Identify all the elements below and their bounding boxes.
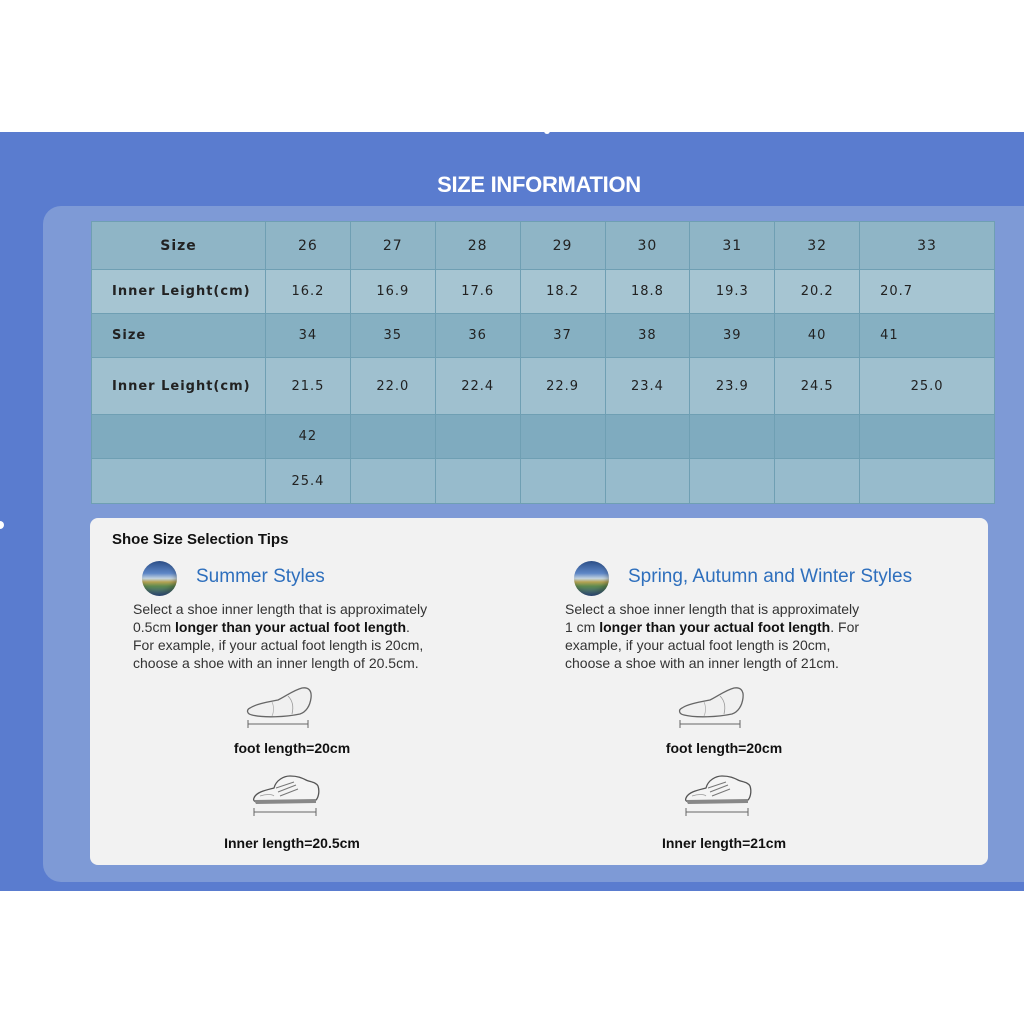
table-cell: 23.9 — [690, 358, 775, 415]
table-cell: 40 — [775, 314, 860, 358]
summer-tips — [112, 558, 532, 858]
tips-heading: Shoe Size Selection Tips — [112, 531, 289, 548]
table-cell: 35 — [350, 314, 435, 358]
table-cell: 23.4 — [605, 358, 690, 415]
seasonal-tips — [544, 558, 964, 858]
globe-icon — [574, 561, 609, 596]
table-cell: 38 — [605, 314, 690, 358]
row-label — [92, 415, 266, 459]
table-cell: 22.9 — [520, 358, 605, 415]
row-label: Size — [92, 222, 266, 270]
table-cell: 26 — [266, 222, 351, 270]
table-row — [92, 358, 995, 415]
inner-length-label: Inner length=21cm — [661, 835, 787, 851]
table-cell: 16.2 — [266, 270, 351, 314]
shoe-icon — [250, 768, 322, 820]
table-row — [92, 314, 995, 358]
table-cell — [605, 415, 690, 459]
desc-line: 1 cm longer than your actual foot length. For — [565, 619, 860, 635]
table-cell — [350, 459, 435, 504]
table-cell: 22.0 — [350, 358, 435, 415]
table-cell: 20.7 — [860, 270, 995, 314]
desc-line: choose a shoe with an inner length of 21cm. — [565, 655, 839, 671]
table-cell: 16.9 — [350, 270, 435, 314]
desc-line: example, if your actual foot length is 20cm, — [565, 637, 831, 653]
table-cell — [520, 415, 605, 459]
desc-line: Select a shoe inner length that is approximately — [565, 601, 860, 617]
table-cell: 34 — [266, 314, 351, 358]
table-cell: 39 — [690, 314, 775, 358]
table-cell: 24.5 — [775, 358, 860, 415]
table-cell: 21.5 — [266, 358, 351, 415]
table-cell: 17.6 — [435, 270, 520, 314]
table-cell — [435, 459, 520, 504]
table-cell — [520, 459, 605, 504]
size-table — [91, 221, 995, 504]
foot-icon — [674, 686, 754, 732]
table-row — [92, 222, 995, 270]
table-cell: 18.8 — [605, 270, 690, 314]
table-cell — [860, 415, 995, 459]
table-cell: 36 — [435, 314, 520, 358]
foot-length-label: foot length=20cm — [665, 740, 783, 756]
foot-icon — [242, 686, 322, 732]
shoe-icon — [682, 768, 754, 820]
table-cell — [605, 459, 690, 504]
seasonal-styles-title: Spring, Autumn and Winter Styles — [628, 566, 913, 587]
table-cell: 30 — [605, 222, 690, 270]
table-cell: 41 — [860, 314, 995, 358]
table-cell: 20.2 — [775, 270, 860, 314]
table-cell: 27 — [350, 222, 435, 270]
row-label: Inner Leight(cm) — [92, 270, 266, 314]
table-cell: 29 — [520, 222, 605, 270]
table-cell: 31 — [690, 222, 775, 270]
banner-notch — [544, 128, 550, 134]
page-title: SIZE INFORMATION — [437, 172, 641, 197]
desc-line: For example, if your actual foot length is 20cm, — [133, 637, 424, 653]
table-cell: 18.2 — [520, 270, 605, 314]
table-cell: 37 — [520, 314, 605, 358]
table-cell: 32 — [775, 222, 860, 270]
row-label — [92, 459, 266, 504]
globe-icon — [142, 561, 177, 596]
table-cell: 42 — [266, 415, 351, 459]
tips-box — [90, 518, 988, 865]
table-cell — [775, 459, 860, 504]
table-cell — [690, 459, 775, 504]
desc-line: choose a shoe with an inner length of 20.5cm. — [133, 655, 419, 671]
desc-line: 0.5cm longer than your actual foot length. — [133, 619, 410, 635]
foot-length-label: foot length=20cm — [233, 740, 351, 756]
table-cell: 25.0 — [860, 358, 995, 415]
desc-line: Select a shoe inner length that is approximately — [133, 601, 428, 617]
table-cell: 28 — [435, 222, 520, 270]
table-cell: 33 — [860, 222, 995, 270]
table-cell: 25.4 — [266, 459, 351, 504]
table-cell — [435, 415, 520, 459]
table-row — [92, 270, 995, 314]
row-label: Inner Leight(cm) — [92, 358, 266, 415]
table-row — [92, 415, 995, 459]
inner-length-label: Inner length=20.5cm — [224, 835, 360, 851]
seasonal-description — [565, 600, 895, 672]
summer-styles-title: Summer Styles — [196, 566, 325, 587]
table-cell — [350, 415, 435, 459]
table-row — [92, 459, 995, 504]
table-cell — [690, 415, 775, 459]
table-cell: 22.4 — [435, 358, 520, 415]
summer-description — [133, 600, 463, 672]
table-cell: 19.3 — [690, 270, 775, 314]
table-cell — [775, 415, 860, 459]
row-label: Size — [92, 314, 266, 358]
table-cell — [860, 459, 995, 504]
